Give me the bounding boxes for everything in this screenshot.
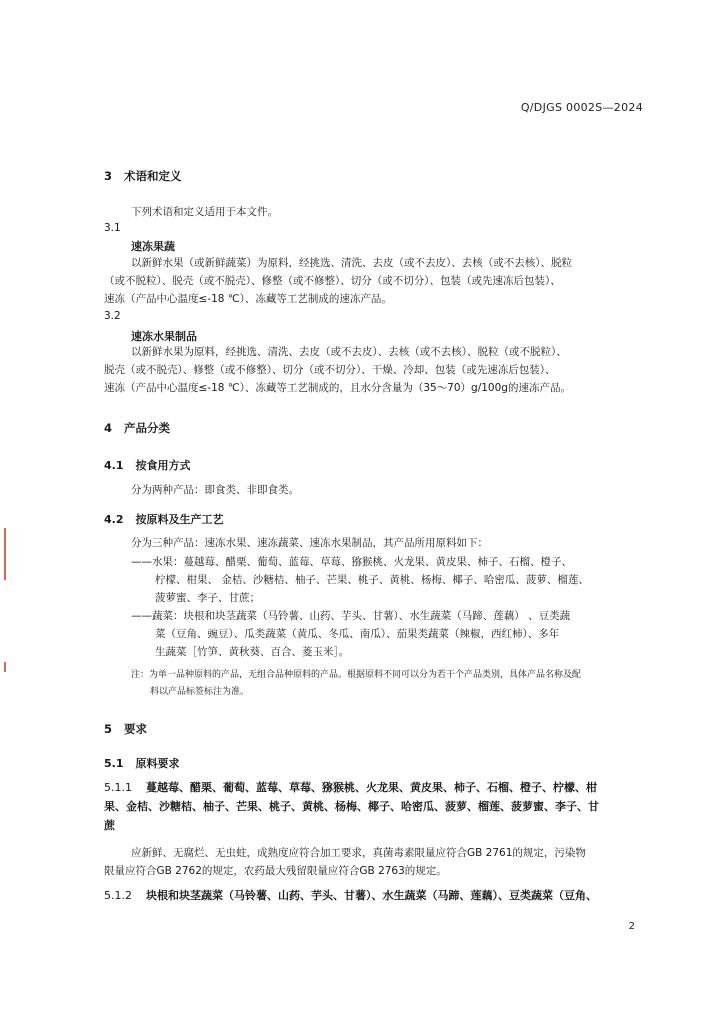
section-4-heading — [104, 420, 170, 436]
requirement-line-2: 限量应符合GB 2762的规定，农药最大残留限量应符合GB 2763的规定。 — [104, 865, 447, 877]
clause-5-1-2-line-1 — [104, 889, 597, 903]
term-3-2-line-2: 脱壳（或不脱壳）、修整（或不修整）、切分（或不切分）、干燥、冷却、包装（或先速冻后包装）、 — [104, 364, 556, 376]
section-title: 术语和定义 — [124, 169, 182, 183]
term-3-2-number: 3.2 — [104, 310, 121, 322]
subsection-title: 原料要求 — [135, 757, 180, 770]
section-4-1-text: 分为两种产品：即食类、非即食类。 — [131, 484, 299, 496]
page-number: 2 — [628, 921, 635, 932]
term-3-1-number: 3.1 — [104, 222, 121, 234]
fruit-list-line-2: 柠檬、柑果、 金桔、沙糖桔、柚子、芒果、桃子、黄桃、杨梅、椰子、哈密瓜、菠萝、榴莲、 — [155, 574, 589, 586]
section-number: 3 — [104, 169, 113, 183]
term-3-1-line-1: 以新鲜水果（或新鲜蔬菜）为原料，经挑选、清洗、去皮（或不去皮）、去核（或不去核）、脱粒 — [131, 257, 572, 269]
note-line-1: 注：为单一品种原料的产品，无组合品种原料的产品。根据原料不同可以分为若干个产品类别，具体产品名称及配 — [131, 670, 582, 680]
clause-text: 块根和块茎蔬菜（马铃薯、山药、芋头、甘薯）、水生蔬菜（马蹄、莲藕）、豆类蔬菜（豆角、 — [146, 889, 597, 902]
clause-number: 5.1.1 — [104, 781, 132, 794]
margin-stamp-mark — [4, 528, 14, 580]
fruit-list-line-1: ——水果：蔓越莓、醋栗、葡萄、蓝莓、草莓、猕猴桃、火龙果、黄皮果、柿子、石榴、橙子、 — [131, 556, 572, 568]
section-4-2-heading — [104, 511, 224, 527]
section-number: 4 — [104, 421, 113, 435]
clause-number: 5.1.2 — [104, 889, 132, 902]
term-3-2-line-1: 以新鲜水果为原料，经挑选、清洗、去皮（或不去皮）、去核（或不去核）、脱粒（或不脱粒）、 — [131, 346, 567, 358]
section-5-1-heading — [104, 755, 180, 771]
vegetable-list-line-1: ——蔬菜：块根和块茎蔬菜（马铃薯、山药、芋头、甘薯）、水生蔬菜（马蹄、莲藕） 、豆类蔬 — [131, 610, 571, 622]
subsection-title: 按食用方式 — [135, 459, 191, 472]
clause-5-1-1-line-2: 果、金桔、沙糖桔、柚子、芒果、桃子、黄桃、杨梅、椰子、哈密瓜、菠萝、榴莲、菠萝蜜、李子、甘 — [104, 800, 599, 813]
section-number: 5 — [104, 722, 113, 736]
term-3-2-title: 速冻水果制品 — [131, 330, 197, 343]
clause-5-1-1-line-1 — [104, 781, 597, 795]
note-line-2: 料以产品标签标注为准。 — [150, 687, 250, 697]
section-5-heading — [104, 721, 147, 737]
section-3-heading — [104, 168, 182, 184]
document-code: Q/DJGS 0002S—2024 — [520, 101, 643, 114]
subsection-number: 5.1 — [104, 757, 124, 770]
section-title: 产品分类 — [124, 421, 171, 435]
margin-stamp-mark-small — [4, 662, 12, 672]
term-3-1-line-2: （或不脱粒）、脱壳（或不脱壳）、修整（或不修整）、切分（或不切分）、包装（或先速冻后包装）、 — [104, 275, 561, 287]
section-title: 要求 — [124, 722, 148, 736]
term-3-2-line-3: 速冻（产品中心温度≤-18 ℃）、冻藏等工艺制成的，且水分含量为（35～70）g/100g的速冻产品。 — [104, 382, 571, 394]
clause-5-1-1-line-3: 蔗 — [104, 819, 115, 832]
term-3-1-title: 速冻果蔬 — [131, 240, 175, 253]
clause-text: 蔓越莓、醋栗、葡萄、蓝莓、草莓、猕猴桃、火龙果、黄皮果、柿子、石榴、橙子、柠檬、柑 — [146, 781, 597, 794]
subsection-number: 4.2 — [104, 513, 124, 526]
subsection-title: 按原料及生产工艺 — [135, 513, 224, 526]
subsection-number: 4.1 — [104, 459, 124, 472]
requirement-line-1: 应新鲜、无腐烂、无虫蛀，成熟度应符合加工要求，真菌毒素限量应符合GB 2761的规定，污染物 — [131, 847, 586, 859]
vegetable-list-line-2: 菜（豆角、豌豆）、瓜类蔬菜（黄瓜、冬瓜、南瓜）、茄果类蔬菜（辣椒，西红柿）、多年 — [155, 628, 560, 640]
section-4-2-intro: 分为三种产品：速冻水果、速冻蔬菜、速冻水果制品，其产品所用原料如下： — [131, 537, 488, 549]
vegetable-list-line-3: 生蔬菜［竹笋、黄秋葵、百合、菱玉米］。 — [155, 646, 350, 658]
section-3-intro: 下列术语和定义适用于本文件。 — [131, 206, 278, 218]
section-4-1-heading — [104, 457, 191, 473]
fruit-list-line-3: 菠萝蜜、李子、甘蔗； — [155, 592, 260, 604]
term-3-1-line-3: 速冻（产品中心温度≤-18 ℃）、冻藏等工艺制成的速冻产品。 — [104, 293, 392, 305]
